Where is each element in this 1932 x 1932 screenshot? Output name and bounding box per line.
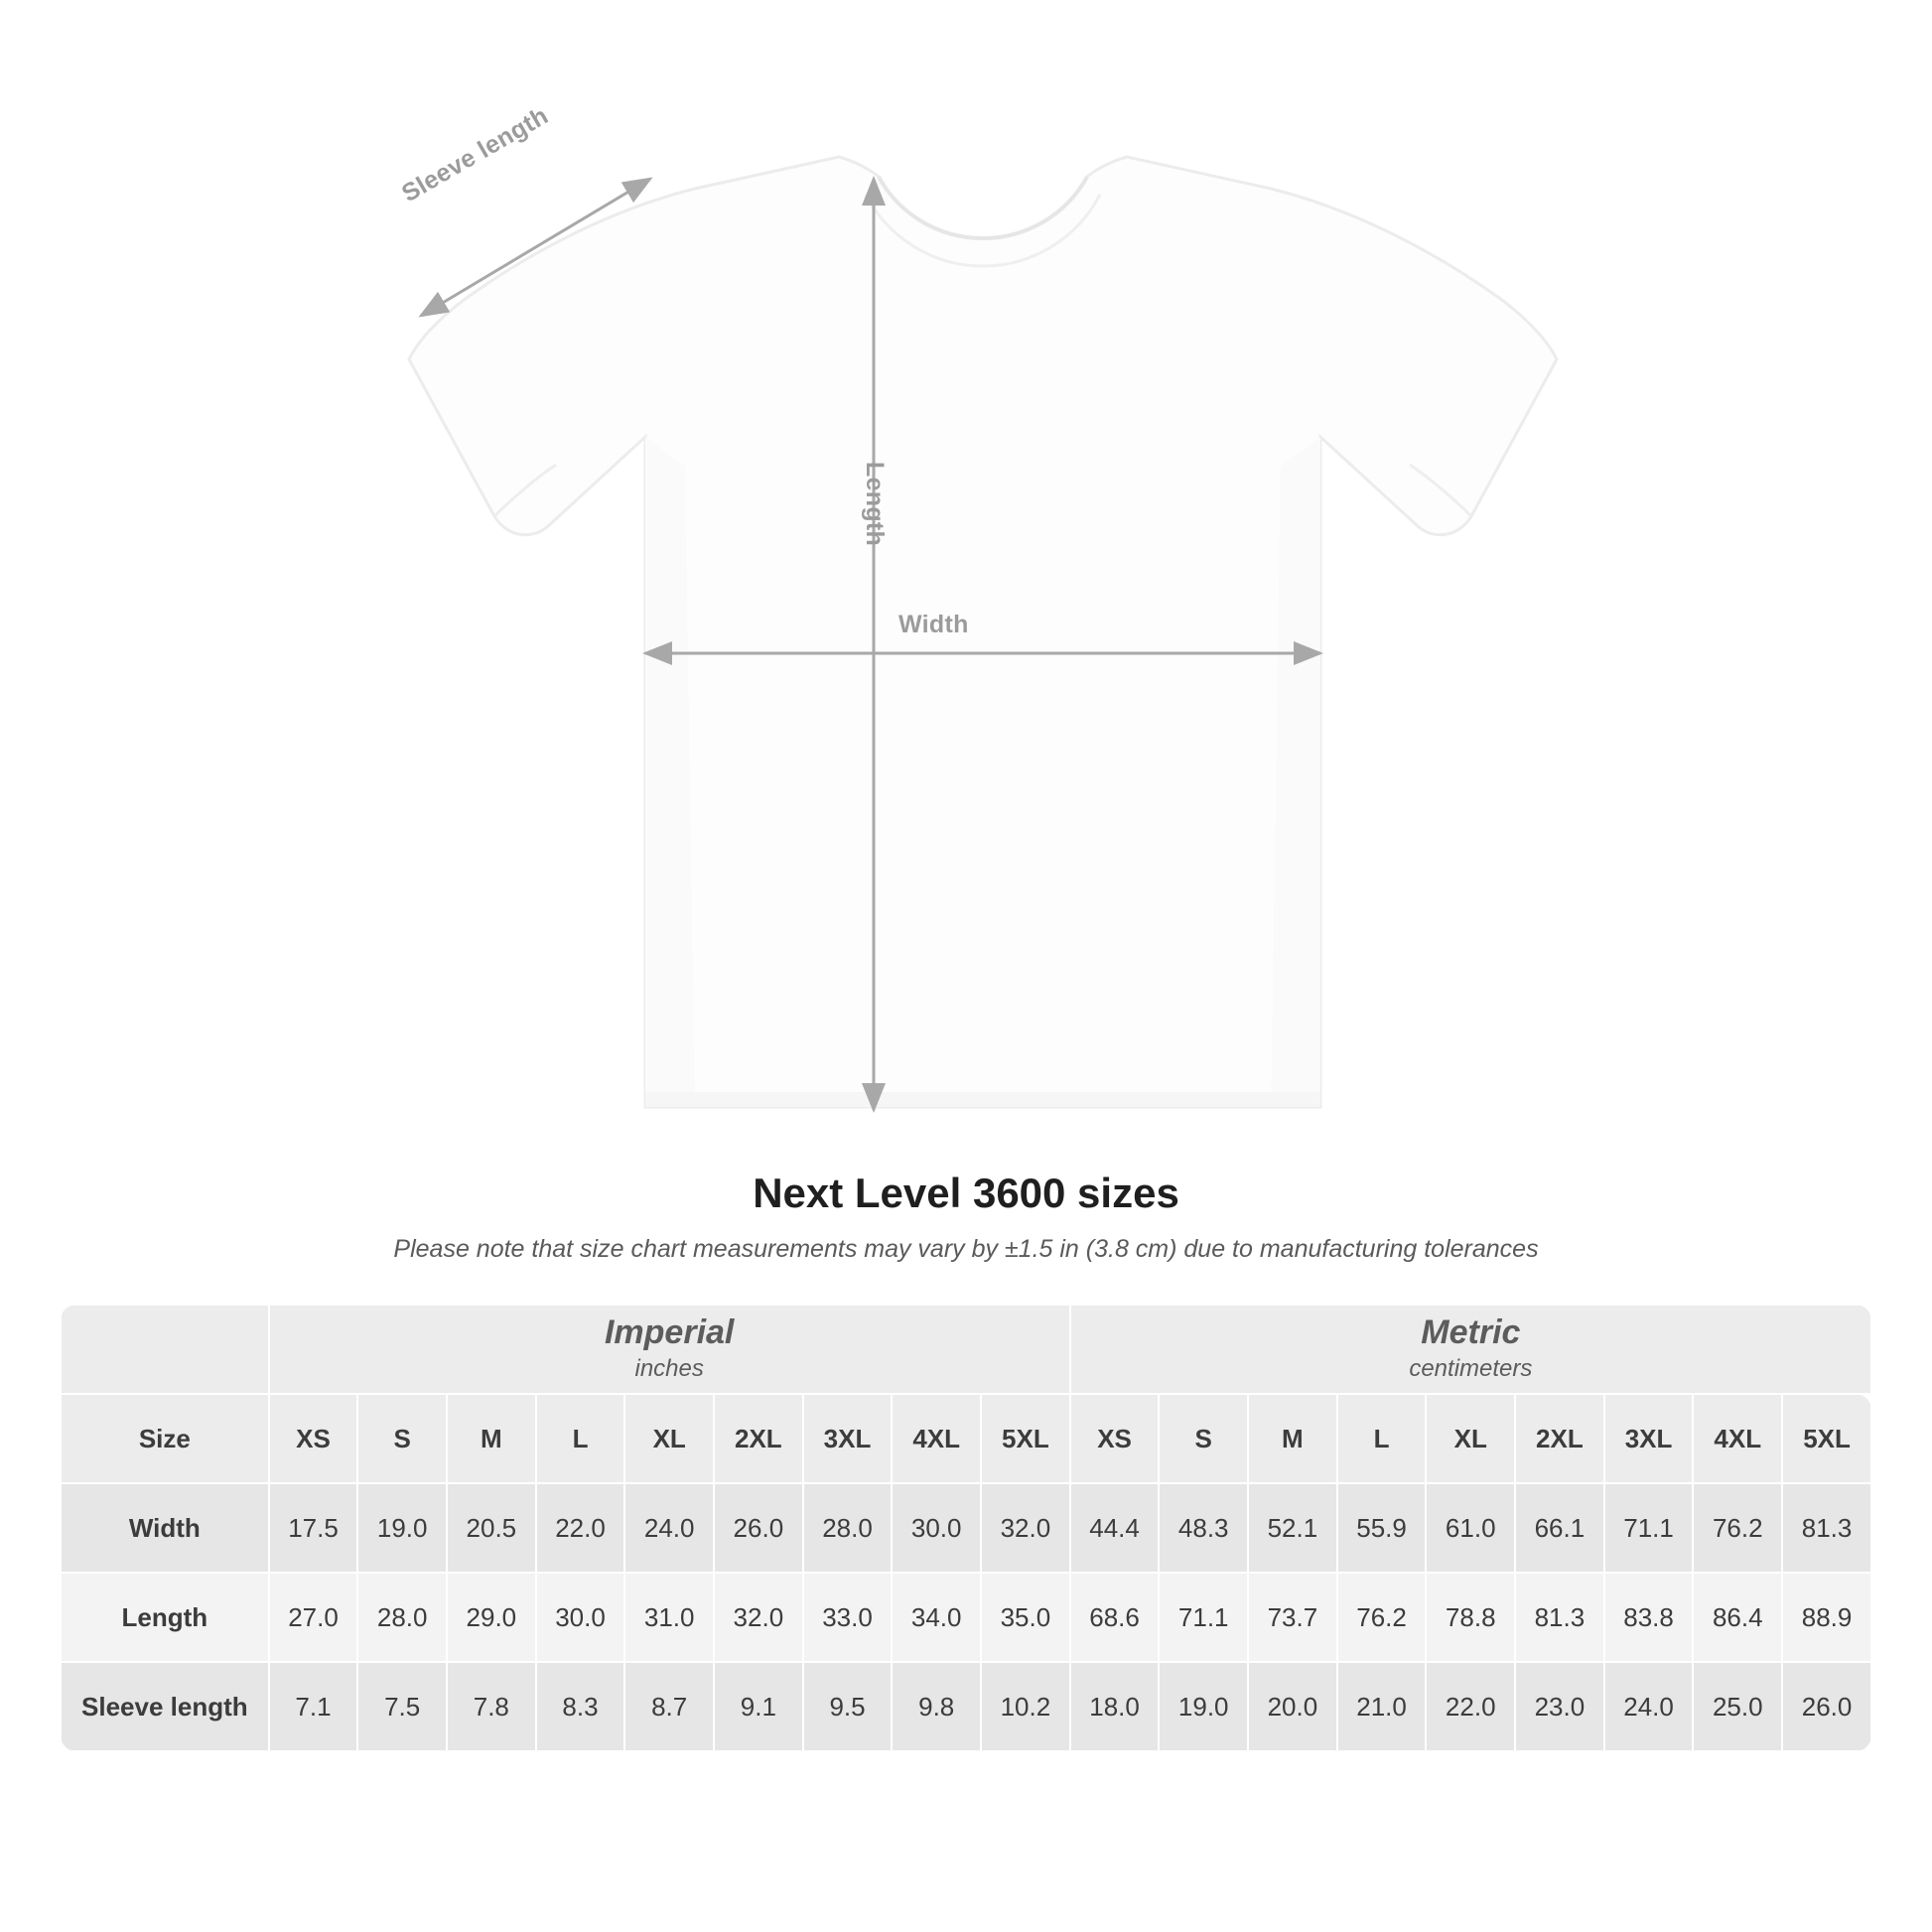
size-header-row (61, 1394, 1871, 1483)
cell-sleeve-length-metric-4xl: 25.0 (1693, 1662, 1782, 1751)
size-header-imperial-l: L (536, 1394, 625, 1483)
title-block (0, 1170, 1932, 1264)
cell-width-metric-4xl: 76.2 (1693, 1483, 1782, 1573)
metric-unit: centimeters (1409, 1354, 1533, 1382)
table-row (61, 1573, 1871, 1662)
size-header-metric-xl: XL (1426, 1394, 1515, 1483)
cell-width-metric-2xl: 66.1 (1515, 1483, 1604, 1573)
cell-width-imperial-l: 22.0 (536, 1483, 625, 1573)
cell-sleeve-length-imperial-xl: 8.7 (624, 1662, 714, 1751)
cell-length-imperial-4xl: 34.0 (892, 1573, 981, 1662)
size-chart-table (60, 1304, 1872, 1752)
table-row (61, 1483, 1871, 1573)
unit-band-row (61, 1305, 1871, 1394)
cell-length-metric-4xl: 86.4 (1693, 1573, 1782, 1662)
imperial-label: Imperial (604, 1312, 735, 1351)
row-label: Width (61, 1483, 269, 1573)
row-label: Length (61, 1573, 269, 1662)
cell-width-imperial-2xl: 26.0 (714, 1483, 803, 1573)
size-header-imperial-5xl: 5XL (981, 1394, 1070, 1483)
cell-width-metric-5xl: 81.3 (1782, 1483, 1871, 1573)
tshirt-shape (409, 157, 1557, 1107)
cell-length-imperial-5xl: 35.0 (981, 1573, 1070, 1662)
cell-length-imperial-l: 30.0 (536, 1573, 625, 1662)
size-header-metric-s: S (1159, 1394, 1248, 1483)
cell-length-metric-l: 76.2 (1337, 1573, 1427, 1662)
cell-length-metric-s: 71.1 (1159, 1573, 1248, 1662)
row-label: Sleeve length (61, 1662, 269, 1751)
sleeve-length-label: Sleeve length (397, 101, 553, 208)
cell-width-imperial-5xl: 32.0 (981, 1483, 1070, 1573)
size-header-imperial-xs: XS (269, 1394, 358, 1483)
size-header-metric-3xl: 3XL (1604, 1394, 1694, 1483)
metric-band (1070, 1305, 1871, 1394)
cell-sleeve-length-metric-5xl: 26.0 (1782, 1662, 1871, 1751)
tolerance-note: Please note that size chart measurements may vary by ±1.5 in (3.8 cm) due to manufacturing tolerances (393, 1235, 1539, 1263)
band-corner (61, 1305, 269, 1394)
page-title: Next Level 3600 sizes (753, 1170, 1179, 1216)
cell-width-imperial-m: 20.5 (447, 1483, 536, 1573)
cell-sleeve-length-imperial-m: 7.8 (447, 1662, 536, 1751)
cell-length-metric-xl: 78.8 (1426, 1573, 1515, 1662)
cell-length-metric-m: 73.7 (1248, 1573, 1337, 1662)
cell-sleeve-length-metric-xl: 22.0 (1426, 1662, 1515, 1751)
imperial-unit: inches (634, 1354, 704, 1382)
size-header-imperial-4xl: 4XL (892, 1394, 981, 1483)
cell-width-imperial-3xl: 28.0 (803, 1483, 893, 1573)
size-chart-table-wrapper (60, 1304, 1872, 1752)
cell-length-metric-3xl: 83.8 (1604, 1573, 1694, 1662)
size-header-metric-2xl: 2XL (1515, 1394, 1604, 1483)
size-header-metric-5xl: 5XL (1782, 1394, 1871, 1483)
cell-sleeve-length-imperial-4xl: 9.8 (892, 1662, 981, 1751)
cell-sleeve-length-metric-s: 19.0 (1159, 1662, 1248, 1751)
cell-width-imperial-xl: 24.0 (624, 1483, 714, 1573)
size-header-metric-m: M (1248, 1394, 1337, 1483)
cell-width-metric-l: 55.9 (1337, 1483, 1427, 1573)
cell-length-metric-2xl: 81.3 (1515, 1573, 1604, 1662)
cell-width-metric-3xl: 71.1 (1604, 1483, 1694, 1573)
cell-sleeve-length-metric-xs: 18.0 (1070, 1662, 1160, 1751)
width-label: Width (898, 611, 969, 638)
cell-sleeve-length-metric-2xl: 23.0 (1515, 1662, 1604, 1751)
cell-length-metric-5xl: 88.9 (1782, 1573, 1871, 1662)
size-header-imperial-s: S (357, 1394, 447, 1483)
cell-sleeve-length-imperial-2xl: 9.1 (714, 1662, 803, 1751)
cell-width-imperial-4xl: 30.0 (892, 1483, 981, 1573)
cell-sleeve-length-metric-l: 21.0 (1337, 1662, 1427, 1751)
length-label: Length (861, 462, 889, 547)
cell-length-imperial-xl: 31.0 (624, 1573, 714, 1662)
cell-length-imperial-2xl: 32.0 (714, 1573, 803, 1662)
imperial-band (269, 1305, 1070, 1394)
size-header-imperial-3xl: 3XL (803, 1394, 893, 1483)
cell-length-imperial-s: 28.0 (357, 1573, 447, 1662)
size-header-metric-xs: XS (1070, 1394, 1160, 1483)
cell-width-imperial-xs: 17.5 (269, 1483, 358, 1573)
cell-sleeve-length-metric-3xl: 24.0 (1604, 1662, 1694, 1751)
cell-length-imperial-xs: 27.0 (269, 1573, 358, 1662)
cell-sleeve-length-imperial-5xl: 10.2 (981, 1662, 1070, 1751)
cell-width-metric-m: 52.1 (1248, 1483, 1337, 1573)
cell-length-imperial-m: 29.0 (447, 1573, 536, 1662)
size-header-imperial-2xl: 2XL (714, 1394, 803, 1483)
cell-sleeve-length-imperial-l: 8.3 (536, 1662, 625, 1751)
cell-length-metric-xs: 68.6 (1070, 1573, 1160, 1662)
cell-sleeve-length-imperial-xs: 7.1 (269, 1662, 358, 1751)
cell-width-metric-xl: 61.0 (1426, 1483, 1515, 1573)
metric-label: Metric (1421, 1312, 1521, 1351)
table-row (61, 1662, 1871, 1751)
cell-sleeve-length-metric-m: 20.0 (1248, 1662, 1337, 1751)
cell-length-imperial-3xl: 33.0 (803, 1573, 893, 1662)
size-header-imperial-xl: XL (624, 1394, 714, 1483)
cell-width-metric-s: 48.3 (1159, 1483, 1248, 1573)
cell-width-imperial-s: 19.0 (357, 1483, 447, 1573)
cell-sleeve-length-imperial-s: 7.5 (357, 1662, 447, 1751)
cell-sleeve-length-imperial-3xl: 9.5 (803, 1662, 893, 1751)
size-header-metric-l: L (1337, 1394, 1427, 1483)
size-header-label: Size (61, 1394, 269, 1483)
cell-width-metric-xs: 44.4 (1070, 1483, 1160, 1573)
size-header-imperial-m: M (447, 1394, 536, 1483)
size-header-metric-4xl: 4XL (1693, 1394, 1782, 1483)
